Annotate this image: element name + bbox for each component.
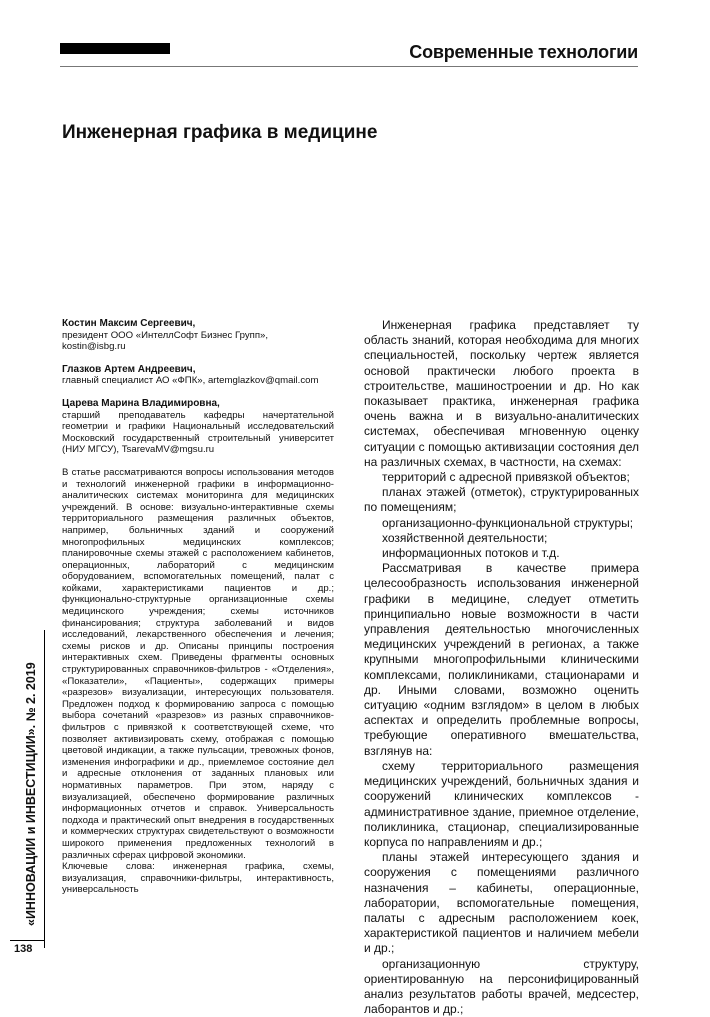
page-number-rule (10, 940, 45, 941)
section-title: Современные технологии (409, 42, 638, 62)
keywords: Ключевые слова: инженерная графика, схемы, визуализация, справочники-фильтры, интерактивность, универсальность (62, 861, 334, 896)
article-title: Инженерная графика в медицине (62, 122, 378, 143)
author-name: Царева Марина Владимировна, (62, 397, 220, 409)
list-item: планы этажей интересующего здания и сооружения с помещениями различного назначения – кабинеты, операционные, лаборатории, вспомогательные помещения, палаты с адресным расположением коек, характеристикой пациентов и наличием мебели и др.; (364, 850, 639, 956)
list-item: информационных потоков и т.д. (382, 546, 560, 561)
right-column (364, 318, 639, 1017)
body-paragraph: Рассматривая в качестве примера целесообразность использования инженерной графики в медицине, следует отметить принципиально новые возможности в части управления деятельностью многочисленных медицинских учреждений в регионах, а также крупными многопрофильными клиническими комплексами, поликлиниками, стационарами и др. Иными словами, возможно оценить ситуацию «одним взглядом» в целом в любых аспектах и определить проблемные вопросы, требующие оперативного вмешательства, взглянув на: (364, 561, 639, 758)
page-number: 138 (14, 943, 33, 955)
author-affiliation: главный специалист АО «ФПК», artemglazkov@qmail.com (62, 375, 319, 387)
list-item: схему территориального размещения медицинских учреждений, больничных здания и сооружений клинических комплексов - административное здание, приемное отделение, поликлиника, стационар, специализированные корпуса по направлениям и др.; (364, 758, 639, 849)
abstract: В статье рассматриваются вопросы использования методов и технологий инженерной графики в информационно-аналитических системах мониторинга для медицинских учреждений. В основе: визуально-интерактивные схемы территориального размещения различных объектов, например, больничных зданий и сооружений многопрофильных медицинских комплексов; планировочные схемы этажей с расположением кабинетов, операционных, лабораторий с медицинским оборудованием, вспомогательных помещений, палат с койками, характеристиками пациентов и др.; функционально-структурные организационные схемы медицинского учреждения; схемы источников финансирования; структура заболеваний и видов исследований, лекарственного обеспечения и лечения; схемы рисков и др. Описаны принципы построения интерактивных схем. Приведены фрагменты основных структурированных справочников-фильтров - «Отделения», «Показатели», «Пациенты», содержащих примеры «разрезов» визуализации, интересующих пользователя. Предложен подход к формированию запроса с помощью выбора сочетаний «разрезов» из разных справочников-фильтров с привязкой к соответствующей схеме, что позволяет активизировать схему, отображая с помощью цветовой индикации, а также пульсации, тревожных фонов, изменения инфографики и др., приемлемое состояние дел и адресные отклонения от заданных плановых или нормативных параметров. При этом, наряду с визуализацией, обеспечено формирование различных информационных отчетов и справок. Универсальность подхода и практический опыт внедрения в государственных и коммерческих структурах свидетельствуют о возможности широкого применения предложенных технологий в различных сферах цифровой экономики. (62, 466, 334, 861)
list-item: хозяйственной деятельности; (382, 530, 548, 545)
journal-sidebar-label: «ИННОВАЦИИ и ИНВЕСТИЦИИ». № 2. 2019 (24, 662, 38, 926)
left-column (62, 318, 334, 896)
author-name: Глазков Артем Андреевич, (62, 363, 196, 375)
body-paragraph: Инженерная графика представляет ту область знаний, которая необходима для многих специальностей, поскольку чертеж является основой практически любого проекта в строительстве, машиностроении и др. Но как показывает практика, инженерная графика очень важна и в визуально-аналитических системах, обеспечивая мгновенную оценку ситуации с помощью активизации состояния дел на различных схемах, в частности, на схемах: (364, 318, 639, 469)
sidebar-rule (44, 630, 45, 948)
author-affiliation: старший преподаватель кафедры начертательной геометрии и графики Национальный исследовательский Московский государственный строительный университет (НИУ МГСУ), TsarevaMV@mgsu.ru (62, 409, 334, 456)
author-affiliation: президент ООО «ИнтеллСофт Бизнес Групп», kostin@isbg.ru (62, 329, 269, 353)
author-block-1 (62, 318, 334, 353)
list-item: организационно-функциональной структуры; (382, 515, 634, 530)
header-rule (60, 66, 638, 67)
list-item: планах этажей (отметок), структурированных по помещениям; (364, 485, 639, 515)
author-block-2 (62, 364, 334, 387)
author-name: Костин Максим Сергеевич, (62, 318, 196, 329)
list-item: территорий с адресной привязкой объектов; (382, 470, 630, 485)
list-item: организационную структуру, ориентированную на персонифицированный анализ результатов работы врачей, медсестер, лаборантов и др.; (364, 956, 639, 1017)
author-block-3 (62, 398, 334, 456)
header-black-bar (60, 43, 170, 54)
